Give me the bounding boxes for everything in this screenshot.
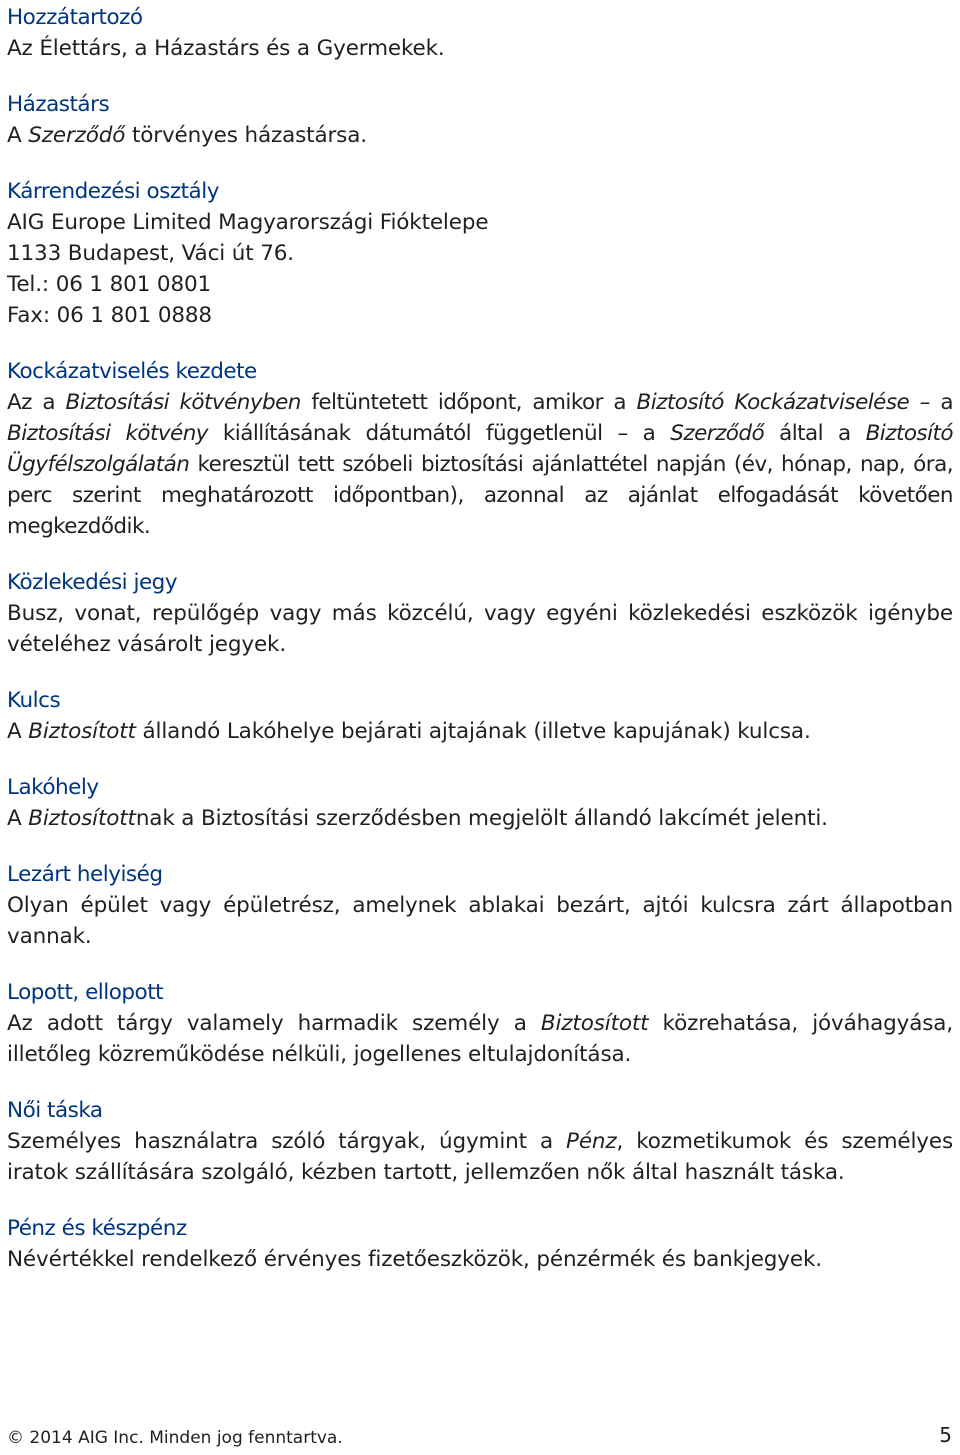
defined-term-reference: Szerződő: [28, 123, 126, 148]
definition-text: – a: [909, 390, 953, 415]
entry-definition: [7, 33, 953, 64]
definition-line: [7, 269, 953, 300]
entry-definition: [7, 120, 953, 151]
definition-text: keresztül tett szóbeli biztosítási ajánlattétel napján (év, hónap, nap, óra, perc szerint meghatározott időpontban), azonnal az ajánlat elfogadását követően megkezdődik.: [7, 452, 953, 539]
glossary-entry: [7, 772, 953, 834]
definition-text: Fax: 06 1 801 0888: [7, 303, 212, 328]
entry-definition: [7, 890, 953, 952]
entry-definition: [7, 387, 953, 542]
glossary-entry: [7, 89, 953, 151]
definition-line: [7, 803, 953, 834]
entry-term: Lopott, ellopott: [7, 980, 164, 1005]
entry-definition: [7, 1008, 953, 1070]
entry-definition: [7, 598, 953, 660]
definition-text: Az Élettárs, a Házastárs és a Gyermekek.: [7, 36, 445, 61]
glossary-entry: [7, 859, 953, 952]
footer-copyright: © 2014 AIG Inc. Minden jog fenntartva.: [7, 1428, 343, 1448]
entry-term: Női táska: [7, 1098, 103, 1123]
definition-text: Olyan épület vagy épületrész, amelynek ablakai bezárt, ajtói kulcsra zárt állapotban vannak.: [7, 893, 953, 949]
page-number: 5: [939, 1423, 952, 1447]
glossary-entry: [7, 685, 953, 747]
definition-text: Személyes használatra szóló tárgyak, úgymint a: [7, 1129, 567, 1154]
definition-text: Busz, vonat, repülőgép vagy más közcélú, vagy egyéni közlekedési eszközök igénybe vételéhez vásárolt jegyek.: [7, 601, 953, 657]
definition-text: kiállításának dátumától függetlenül – a: [207, 421, 671, 446]
definition-text: törvényes házastársa.: [125, 123, 367, 148]
defined-term-reference: Biztosítási kötvényben: [65, 390, 301, 415]
definition-text: Névértékkel rendelkező érvényes fizetőeszközök, pénzérmék és bankjegyek.: [7, 1247, 822, 1272]
glossary-entry: [7, 1213, 953, 1275]
defined-term-reference: Biztosított: [28, 719, 136, 744]
definition-line: [7, 1008, 953, 1070]
definition-text: feltüntetett időpont, amikor a: [300, 390, 637, 415]
glossary-entry: [7, 356, 953, 542]
defined-term-reference: Pénz: [566, 1129, 617, 1154]
glossary-entry: [7, 977, 953, 1070]
glossary-entry: [7, 2, 953, 64]
defined-term-reference: Biztosító Ügyfélszolgálatán: [7, 421, 953, 477]
definition-text: A: [7, 806, 29, 831]
glossary-entry: [7, 176, 953, 331]
entry-term: Kárrendezési osztály: [7, 179, 219, 204]
definition-line: [7, 387, 953, 542]
definition-text: által a: [764, 421, 866, 446]
defined-term-reference: Biztosított: [28, 806, 136, 831]
glossary: [7, 2, 953, 1300]
glossary-entry: [7, 1095, 953, 1188]
definition-line: [7, 207, 953, 238]
definition-text: Az adott tárgy valamely harmadik személy a: [7, 1011, 541, 1036]
definition-text: közrehatása, jóváhagyása, illetőleg közreműködése nélküli, jogellenes eltulajdonítása.: [7, 1011, 953, 1067]
entry-term: Közlekedési jegy: [7, 570, 178, 595]
entry-definition: [7, 803, 953, 834]
definition-line: [7, 716, 953, 747]
entry-definition: [7, 716, 953, 747]
definition-text: nak a Biztosítási szerződésben megjelölt állandó lakcímét jelenti.: [135, 806, 828, 831]
entry-definition: [7, 1244, 953, 1275]
defined-term-reference: Biztosított: [540, 1011, 649, 1036]
entry-term: Lakóhely: [7, 775, 99, 800]
definition-text: A: [7, 123, 29, 148]
definition-line: [7, 1126, 953, 1188]
entry-term: Lezárt helyiség: [7, 862, 163, 887]
entry-definition: [7, 1126, 953, 1188]
definition-line: [7, 598, 953, 660]
defined-term-reference: Biztosító Kockázatviselése: [636, 390, 910, 415]
entry-term: Házastárs: [7, 92, 110, 117]
definition-line: [7, 1244, 953, 1275]
definition-text: , kozmetikumok és személyes iratok szállítására szolgáló, kézben tartott, jellemzően nők által használt táska.: [7, 1129, 953, 1185]
definition-line: [7, 238, 953, 269]
defined-term-reference: Szerződő: [670, 421, 765, 446]
definition-text: AIG Europe Limited Magyarországi Fióktelepe: [7, 210, 489, 235]
definition-text: Tel.: 06 1 801 0801: [7, 272, 212, 297]
definition-line: [7, 120, 953, 151]
entry-definition: [7, 207, 953, 331]
definition-line: [7, 33, 953, 64]
defined-term-reference: Biztosítási kötvény: [7, 421, 208, 446]
definition-text: A: [7, 719, 29, 744]
entry-term: Pénz és készpénz: [7, 1216, 187, 1241]
definition-text: 1133 Budapest, Váci út 76.: [7, 241, 294, 266]
definition-text: állandó Lakóhelye bejárati ajtajának (illetve kapujának) kulcsa.: [135, 719, 811, 744]
definition-text: Az a: [7, 390, 66, 415]
entry-term: Kulcs: [7, 688, 61, 713]
entry-term: Hozzátartozó: [7, 5, 143, 30]
definition-line: [7, 890, 953, 952]
definition-line: [7, 300, 953, 331]
glossary-entry: [7, 567, 953, 660]
entry-term: Kockázatviselés kezdete: [7, 359, 257, 384]
